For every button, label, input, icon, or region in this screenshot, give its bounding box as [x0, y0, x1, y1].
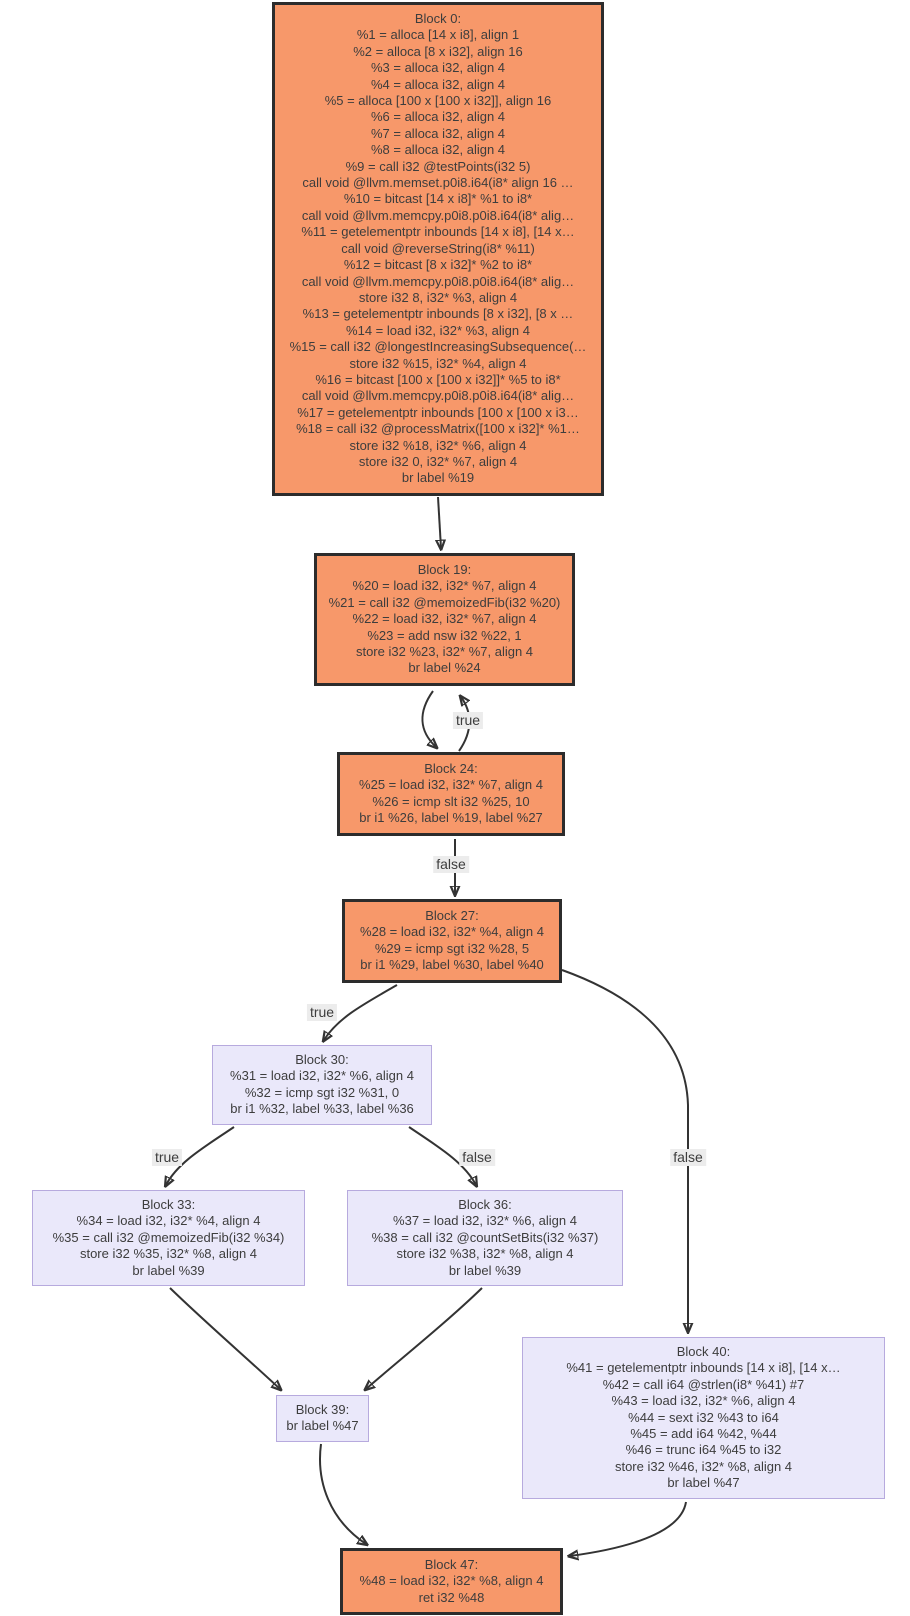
block-title: Block 0:: [414, 11, 462, 26]
instruction-line: %42 = call i64 @strlen(i8* %41) #7: [602, 1376, 805, 1392]
instruction-line: %18 = call i32 @processMatrix([100 x i32]* %1…: [296, 421, 580, 437]
block-title: Block 36:: [458, 1197, 512, 1212]
instruction-line: store i32 %46, i32* %8, align 4: [614, 1458, 793, 1474]
instruction-line: %20 = load i32, i32* %7, align 4: [352, 578, 537, 594]
instruction-line: store i32 %18, i32* %6, align 4: [349, 437, 527, 453]
instruction-line: store i32 %23, i32* %7, align 4: [355, 644, 534, 660]
instruction-line: store i32 8, i32* %3, align 4: [358, 289, 518, 305]
instruction-line: %13 = getelementptr inbounds [8 x i32], [8 x …: [302, 306, 574, 322]
instruction-line: %1 = alloca [14 x i8], align 1: [356, 27, 520, 43]
instruction-line: %6 = alloca i32, align 4: [370, 109, 506, 125]
edge-block19-block24: [422, 691, 436, 747]
instruction-line: %10 = bitcast [14 x i8]* %1 to i8*: [343, 191, 533, 207]
block-title: Block 19:: [417, 562, 472, 577]
instruction-line: store i32 %35, i32* %8, align 4: [79, 1246, 258, 1262]
block-instructions: [353, 924, 551, 973]
instruction-line: %5 = alloca [100 x [100 x i32]], align 16: [324, 93, 552, 109]
instruction-line: %7 = alloca i32, align 4: [370, 125, 506, 141]
instruction-line: %8 = alloca i32, align 4: [370, 142, 506, 158]
instruction-line: br label %24: [408, 660, 481, 676]
instruction-line: br label %47: [286, 1418, 359, 1434]
instruction-line: ret i32 %48: [418, 1589, 485, 1605]
instruction-line: call void @llvm.memcpy.p0i8.p0i8.i64(i8* alig…: [301, 207, 575, 223]
instruction-line: br i1 %26, label %19, label %27: [359, 810, 543, 826]
basic-block-39: [276, 1395, 369, 1442]
instruction-line: %29 = icmp sgt i32 %28, 5: [374, 940, 530, 956]
instruction-line: %43 = load i32, i32* %6, align 4: [611, 1393, 796, 1409]
instruction-line: %32 = icmp sgt i32 %31, 0: [244, 1084, 400, 1100]
edge-block36-block39: [366, 1288, 482, 1389]
basic-block-30: [212, 1045, 432, 1125]
block-instructions: [531, 1360, 876, 1491]
instruction-line: store i32 0, i32* %7, align 4: [358, 453, 518, 469]
edge-label-true-30-33: true: [152, 1149, 182, 1166]
instruction-line: store i32 %38, i32* %8, align 4: [396, 1246, 574, 1262]
instruction-line: br i1 %29, label %30, label %40: [360, 957, 544, 973]
edge-label-true-24-19: true: [453, 712, 483, 729]
instruction-line: %31 = load i32, i32* %6, align 4: [230, 1068, 414, 1084]
block-title: Block 33:: [141, 1197, 196, 1212]
instruction-line: %38 = call i32 @countSetBits(i32 %37): [371, 1229, 599, 1245]
instruction-line: %41 = getelementptr inbounds [14 x i8], [14 x…: [566, 1360, 841, 1376]
edge-block39-block47: [320, 1444, 366, 1544]
instruction-line: %3 = alloca i32, align 4: [370, 60, 506, 76]
instruction-line: %17 = getelementptr inbounds [100 x [100 x i3…: [297, 404, 579, 420]
instruction-line: %12 = bitcast [8 x i32]* %2 to i8*: [343, 257, 533, 273]
block-instructions: [356, 1213, 614, 1279]
instruction-line: call void @llvm.memcpy.p0i8.p0i8.i64(i8* alig…: [301, 388, 575, 404]
block-title: Block 40:: [676, 1344, 731, 1359]
instruction-line: %34 = load i32, i32* %4, align 4: [76, 1213, 261, 1229]
instruction-line: %9 = call i32 @testPoints(i32 5): [345, 158, 531, 174]
block-instructions: [41, 1213, 296, 1279]
instruction-line: br label %39: [448, 1262, 522, 1278]
edge-block40-block47: [570, 1502, 686, 1556]
instruction-line: call void @llvm.memcpy.p0i8.p0i8.i64(i8* alig…: [301, 273, 575, 289]
instruction-line: %11 = getelementptr inbounds [14 x i8], [14 x…: [301, 224, 575, 240]
instruction-line: %2 = alloca [8 x i32], align 16: [353, 43, 523, 59]
edge-block0-block19: [438, 497, 441, 548]
instruction-line: %26 = icmp slt i32 %25, 10: [372, 793, 530, 809]
basic-block-33: [32, 1190, 305, 1286]
block-instructions: [325, 578, 564, 676]
instruction-line: %16 = bitcast [100 x [100 x i32]]* %5 to i8*: [315, 371, 561, 387]
basic-block-19: [314, 553, 575, 686]
instruction-line: %37 = load i32, i32* %6, align 4: [393, 1213, 577, 1229]
instruction-line: br label %47: [667, 1475, 740, 1491]
instruction-line: %46 = trunc i64 %45 to i32: [625, 1442, 782, 1458]
instruction-line: call void @reverseString(i8* %11): [341, 240, 535, 256]
instruction-line: br i1 %32, label %33, label %36: [230, 1101, 414, 1117]
instruction-line: call void @llvm.memset.p0i8.i64(i8* align 16 …: [302, 175, 574, 191]
edge-label-false-24-27: false: [433, 856, 469, 873]
block-title: Block 27:: [425, 908, 479, 923]
basic-block-24: [337, 752, 565, 836]
instruction-line: %15 = call i32 @longestIncreasingSubsequence(…: [289, 339, 587, 355]
block-title: Block 24:: [424, 761, 478, 776]
instruction-line: br label %19: [401, 470, 475, 486]
basic-block-0: [272, 2, 604, 496]
block-instructions: [285, 1418, 360, 1434]
basic-block-47: [340, 1548, 563, 1615]
instruction-line: %48 = load i32, i32* %8, align 4: [359, 1573, 544, 1589]
edge-block33-block39: [170, 1288, 280, 1389]
block-title: Block 39:: [295, 1402, 350, 1417]
basic-block-36: [347, 1190, 623, 1286]
basic-block-40: [522, 1337, 885, 1499]
block-title: Block 47:: [424, 1557, 479, 1572]
instruction-line: %44 = sext i32 %43 to i64: [628, 1409, 779, 1425]
edge-label-false-27-40: false: [670, 1149, 706, 1166]
block-instructions: [348, 777, 554, 826]
edge-label-true-27-30: true: [307, 1004, 337, 1021]
instruction-line: store i32 %15, i32* %4, align 4: [349, 355, 527, 371]
block-title: Block 30:: [295, 1052, 349, 1067]
block-instructions: [221, 1068, 423, 1117]
instruction-line: %28 = load i32, i32* %4, align 4: [360, 924, 544, 940]
instruction-line: %4 = alloca i32, align 4: [370, 76, 506, 92]
instruction-line: %22 = load i32, i32* %7, align 4: [352, 611, 537, 627]
edge-label-false-30-36: false: [459, 1149, 495, 1166]
instruction-line: %23 = add nsw i32 %22, 1: [367, 627, 522, 643]
instruction-line: %25 = load i32, i32* %7, align 4: [359, 777, 543, 793]
instruction-line: %14 = load i32, i32* %3, align 4: [346, 322, 530, 338]
instruction-line: %45 = add i64 %42, %44: [630, 1426, 777, 1442]
instruction-line: %21 = call i32 @memoizedFib(i32 %20): [328, 594, 561, 610]
block-instructions: [283, 27, 593, 486]
instruction-line: %35 = call i32 @memoizedFib(i32 %34): [52, 1229, 285, 1245]
basic-block-27: [342, 899, 562, 983]
block-instructions: [351, 1573, 552, 1606]
instruction-line: br label %39: [132, 1262, 205, 1278]
